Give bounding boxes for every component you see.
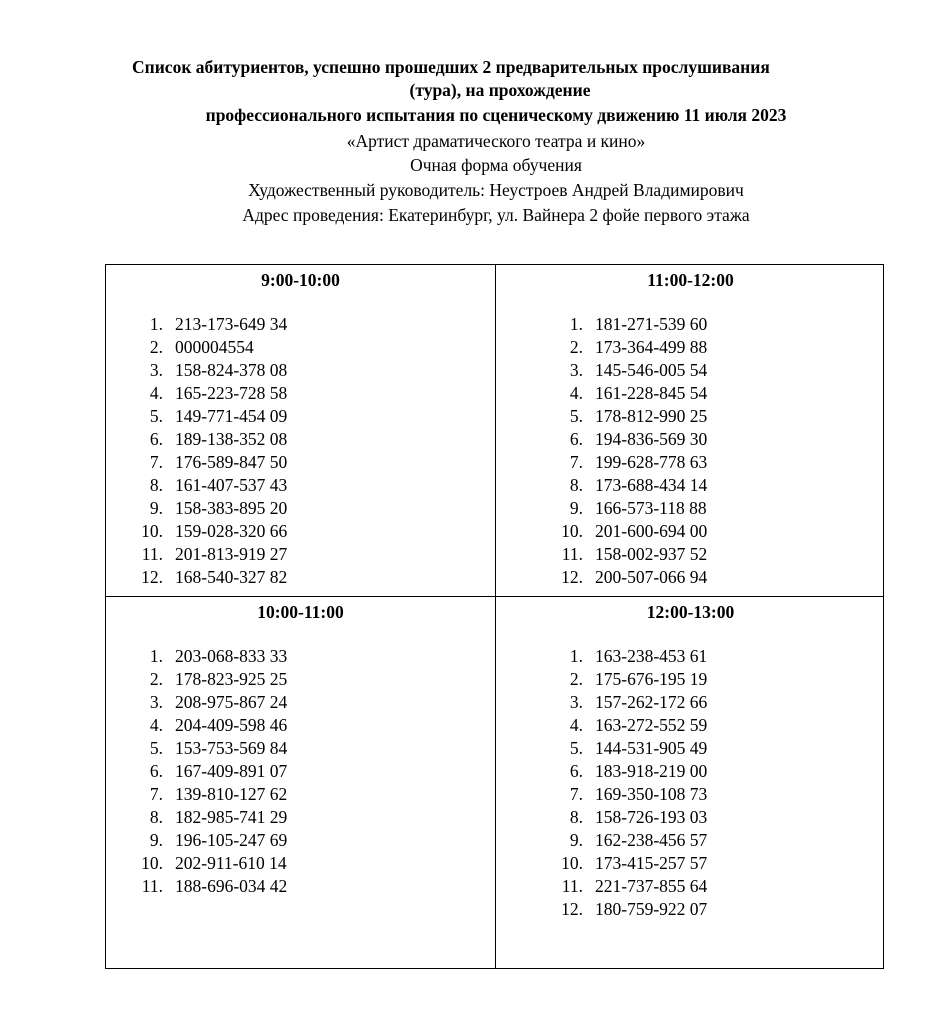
list-item-number: 11. [561, 544, 583, 564]
applicant-code: 158-824-378 08 [175, 360, 288, 380]
slot-time: 12:00-13:00 [646, 602, 735, 622]
applicant-code: 173-688-434 14 [595, 475, 708, 495]
list-item-number: 4. [149, 715, 163, 735]
header-study-form: Очная форма обучения [410, 155, 582, 175]
applicant-code: 221-737-855 64 [595, 876, 708, 896]
table-row-divider [106, 596, 883, 597]
slot-time: 9:00-10:00 [261, 270, 340, 290]
applicant-code: 157-262-172 66 [595, 692, 708, 712]
list-item-number: 2. [569, 669, 583, 689]
list-item-number: 8. [569, 807, 583, 827]
applicant-code: 180-759-922 07 [595, 899, 708, 919]
list-item-number: 9. [569, 830, 583, 850]
list-item-number: 1. [569, 314, 583, 334]
applicant-code: 176-589-847 50 [175, 452, 288, 472]
list-item-number: 3. [149, 692, 163, 712]
list-item-number: 5. [149, 406, 163, 426]
list-item-number: 2. [569, 337, 583, 357]
applicant-code: 166-573-118 88 [595, 498, 707, 518]
applicant-code: 168-540-327 82 [175, 567, 288, 587]
list-item-number: 2. [149, 337, 163, 357]
applicant-code: 173-415-257 57 [595, 853, 708, 873]
list-item-number: 12. [561, 567, 583, 587]
applicant-code: 144-531-905 49 [595, 738, 708, 758]
applicant-code: 000004554 [175, 337, 254, 357]
applicant-code: 204-409-598 46 [175, 715, 288, 735]
applicant-code: 163-238-453 61 [595, 646, 708, 666]
list-item-number: 10. [141, 521, 163, 541]
header-title-line-2: (тура), на прохождение [409, 80, 591, 100]
applicant-code: 163-272-552 59 [595, 715, 708, 735]
list-item-number: 8. [149, 475, 163, 495]
list-item-number: 7. [149, 784, 163, 804]
list-item-number: 4. [569, 715, 583, 735]
list-item-number: 8. [149, 807, 163, 827]
header-program: «Артист драматического театра и кино» [346, 131, 646, 151]
applicant-code: 149-771-454 09 [175, 406, 288, 426]
applicant-code: 161-407-537 43 [175, 475, 288, 495]
list-item-number: 3. [149, 360, 163, 380]
list-item-number: 6. [149, 429, 163, 449]
applicant-code: 200-507-066 94 [595, 567, 708, 587]
applicant-code: 178-812-990 25 [595, 406, 708, 426]
list-item-number: 5. [569, 406, 583, 426]
list-item-number: 1. [149, 314, 163, 334]
applicant-code: 158-383-895 20 [175, 498, 288, 518]
list-item-number: 10. [561, 853, 583, 873]
applicant-code: 145-546-005 54 [595, 360, 708, 380]
applicant-code: 213-173-649 34 [175, 314, 288, 334]
list-item-number: 2. [149, 669, 163, 689]
header-supervisor: Художественный руководитель: Неустроев Андрей Владимирович [248, 180, 744, 200]
applicant-code: 161-228-845 54 [595, 383, 708, 403]
list-item-number: 3. [569, 692, 583, 712]
applicant-code: 199-628-778 63 [595, 452, 708, 472]
applicant-code: 165-223-728 58 [175, 383, 288, 403]
applicant-code: 202-911-610 14 [175, 853, 287, 873]
list-item-number: 9. [149, 830, 163, 850]
list-item-number: 11. [561, 876, 583, 896]
list-item-number: 8. [569, 475, 583, 495]
list-item-number: 7. [569, 452, 583, 472]
applicant-code: 162-238-456 57 [595, 830, 708, 850]
list-item-number: 7. [569, 784, 583, 804]
schedule-table [105, 264, 884, 969]
applicant-code: 201-813-919 27 [175, 544, 288, 564]
list-item-number: 4. [569, 383, 583, 403]
list-item-number: 12. [141, 567, 163, 587]
slot-time: 11:00-12:00 [647, 270, 734, 290]
applicant-code: 178-823-925 25 [175, 669, 288, 689]
applicant-code: 208-975-867 24 [175, 692, 288, 712]
slot-time: 10:00-11:00 [257, 602, 344, 622]
applicant-code: 188-696-034 42 [175, 876, 288, 896]
applicant-code: 203-068-833 33 [175, 646, 288, 666]
list-item-number: 11. [141, 876, 163, 896]
applicant-code: 194-836-569 30 [595, 429, 708, 449]
applicant-code: 201-600-694 00 [595, 521, 708, 541]
list-item-number: 1. [569, 646, 583, 666]
list-item-number: 9. [569, 498, 583, 518]
list-item-number: 5. [149, 738, 163, 758]
applicant-code: 158-726-193 03 [595, 807, 708, 827]
header-address: Адрес проведения: Екатеринбург, ул. Вайнера 2 фойе первого этажа [242, 205, 750, 225]
applicant-code: 167-409-891 07 [175, 761, 288, 781]
list-item-number: 7. [149, 452, 163, 472]
applicant-code: 189-138-352 08 [175, 429, 288, 449]
applicant-code: 153-753-569 84 [175, 738, 288, 758]
applicant-code: 175-676-195 19 [595, 669, 708, 689]
applicant-code: 158-002-937 52 [595, 544, 708, 564]
header-title-line-1: Список абитуриентов, успешно прошедших 2 предварительных прослушивания [132, 57, 770, 77]
list-item-number: 9. [149, 498, 163, 518]
applicant-code: 183-918-219 00 [595, 761, 708, 781]
list-item-number: 6. [569, 761, 583, 781]
list-item-number: 6. [149, 761, 163, 781]
applicant-code: 181-271-539 60 [595, 314, 708, 334]
applicant-code: 139-810-127 62 [175, 784, 288, 804]
list-item-number: 11. [141, 544, 163, 564]
list-item-number: 6. [569, 429, 583, 449]
list-item-number: 3. [569, 360, 583, 380]
applicant-code: 159-028-320 66 [175, 521, 288, 541]
list-item-number: 4. [149, 383, 163, 403]
list-item-number: 1. [149, 646, 163, 666]
applicant-code: 182-985-741 29 [175, 807, 288, 827]
list-item-number: 10. [141, 853, 163, 873]
applicant-code: 173-364-499 88 [595, 337, 708, 357]
list-item-number: 5. [569, 738, 583, 758]
applicant-code: 196-105-247 69 [175, 830, 288, 850]
header-title-line-3: профессионального испытания по сценическому движению 11 июля 2023 [205, 105, 787, 125]
applicant-code: 169-350-108 73 [595, 784, 708, 804]
list-item-number: 10. [561, 521, 583, 541]
list-item-number: 12. [561, 899, 583, 919]
